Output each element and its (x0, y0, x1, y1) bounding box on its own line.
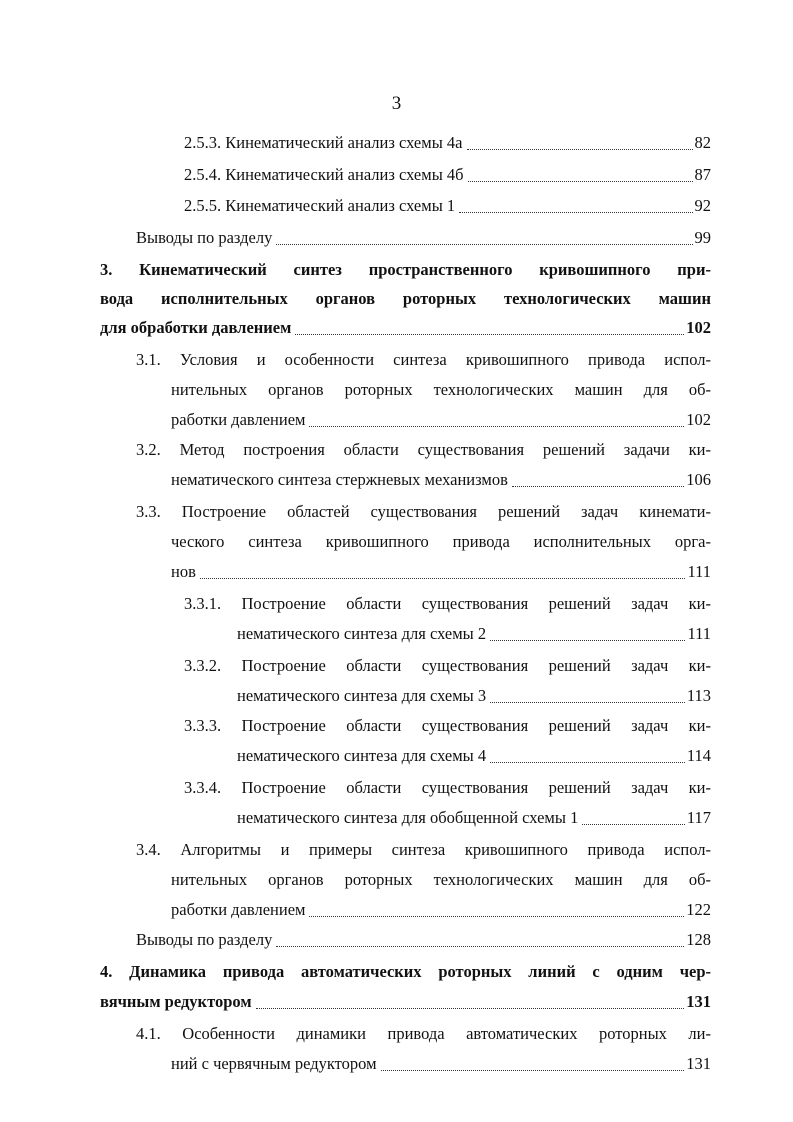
toc-entry-conclusions-3[interactable] (136, 928, 711, 952)
toc-entry-title: Выводы по разделу (136, 228, 273, 247)
toc-entry-3-3-4-line-2[interactable] (237, 806, 711, 830)
toc-entry-title: нематического синтеза стержневых механизмов (171, 470, 508, 489)
toc-entry-title: Выводы по разделу (136, 930, 273, 949)
toc-entry-3-2-line-1[interactable]: 3.2. Метод построения области существования решений задачи ки- (136, 440, 711, 459)
toc-entry-3-3-3-line-2[interactable] (237, 744, 711, 768)
toc-entry-2-5-3[interactable] (184, 131, 711, 155)
toc-entry-4-1-line-2[interactable] (171, 1052, 711, 1076)
toc-entry-page: 111 (687, 624, 711, 643)
toc-chapter-4-line-2[interactable] (100, 990, 711, 1014)
toc-entry-3-3-line-3[interactable] (171, 560, 711, 584)
toc-entry-title: вячным редуктором (100, 992, 252, 1011)
toc-entry-page: 122 (686, 900, 711, 919)
leader-dots (582, 823, 685, 825)
toc-entry-conclusions-2[interactable] (136, 226, 711, 250)
toc-entry-title: 2.5.4. Кинематический анализ схемы 4б (184, 165, 464, 184)
toc-entry-title: нематического синтеза для схемы 4 (237, 746, 487, 765)
toc-entry-3-3-2-line-1[interactable]: 3.3.2. Построение области существования решений задач ки- (184, 656, 711, 675)
toc-entry-page: 114 (686, 746, 711, 765)
toc-entry-title: 2.5.3. Кинематический анализ схемы 4а (184, 133, 463, 152)
page-number: 3 (391, 93, 402, 114)
leader-dots (490, 761, 685, 763)
toc-entry-page: 106 (686, 470, 711, 489)
toc-chapter-3-line-1[interactable]: 3. Кинематический синтез пространственного кривошипного при- (100, 260, 711, 279)
leader-dots (276, 243, 692, 245)
leader-dots (467, 148, 693, 150)
toc-entry-3-4-line-2[interactable]: нительных органов роторных технологических машин для об- (171, 870, 711, 889)
toc-entry-2-5-5[interactable] (184, 194, 711, 218)
toc-entry-3-1-line-3[interactable] (171, 408, 711, 432)
leader-dots (490, 639, 685, 641)
toc-entry-title: нематического синтеза для обобщенной схемы 1 (237, 808, 579, 827)
toc-entry-page: 128 (686, 930, 711, 949)
toc-entry-title: нематического синтеза для схемы 3 (237, 686, 487, 705)
leader-dots (468, 180, 693, 182)
toc-entry-3-3-3-line-1[interactable]: 3.3.3. Построение области существования решений задач ки- (184, 716, 711, 735)
leader-dots (200, 577, 686, 579)
toc-entry-title: нематического синтеза для схемы 2 (237, 624, 487, 643)
toc-entry-page: 82 (694, 133, 711, 152)
toc-entry-title: работки давлением (171, 900, 306, 919)
toc-entry-title: 2.5.5. Кинематический анализ схемы 1 (184, 196, 456, 215)
toc-entry-3-4-line-3[interactable] (171, 898, 711, 922)
toc-chapter-3-line-3[interactable] (100, 316, 711, 340)
toc-entry-3-1-line-1[interactable]: 3.1. Условия и особенности синтеза кривошипного привода испол- (136, 350, 711, 369)
toc-entry-3-3-line-1[interactable]: 3.3. Построение областей существования решений задач кинемати- (136, 502, 711, 521)
leader-dots (512, 485, 684, 487)
toc-entry-page: 117 (686, 808, 711, 827)
toc-entry-page: 102 (686, 410, 711, 429)
toc-entry-3-1-line-2[interactable]: нительных органов роторных технологических машин для об- (171, 380, 711, 399)
toc-entry-3-3-line-2[interactable]: ческого синтеза кривошипного привода исполнительных орга- (171, 532, 711, 551)
toc-entry-page: 92 (694, 196, 711, 215)
toc-entry-title: ний с червячным редуктором (171, 1054, 377, 1073)
toc-entry-title: для обработки давлением (100, 318, 292, 337)
leader-dots (276, 945, 684, 947)
toc-entry-title: работки давлением (171, 410, 306, 429)
toc-entry-3-3-1-line-2[interactable] (237, 622, 711, 646)
toc-entry-4-1-line-1[interactable]: 4.1. Особенности динамики привода автоматических роторных ли- (136, 1024, 711, 1043)
toc-entry-3-3-1-line-1[interactable]: 3.3.1. Построение области существования решений задач ки- (184, 594, 711, 613)
leader-dots (256, 1007, 685, 1009)
leader-dots (295, 333, 684, 335)
toc-chapter-3-line-2[interactable]: вода исполнительных органов роторных технологических машин (100, 289, 711, 308)
leader-dots (381, 1069, 685, 1071)
toc-entry-3-3-2-line-2[interactable] (237, 684, 711, 708)
toc-entry-title: нов (171, 562, 196, 581)
toc-entry-page: 113 (686, 686, 711, 705)
toc-entry-page: 102 (686, 318, 711, 337)
leader-dots (309, 425, 684, 427)
toc-entry-page: 99 (694, 228, 711, 247)
leader-dots (309, 915, 684, 917)
toc-entry-2-5-4[interactable] (184, 163, 711, 187)
leader-dots (459, 211, 692, 213)
toc-entry-page: 87 (694, 165, 711, 184)
leader-dots (490, 701, 685, 703)
toc-entry-3-4-line-1[interactable]: 3.4. Алгоритмы и примеры синтеза кривошипного привода испол- (136, 840, 711, 859)
toc-entry-page: 111 (687, 562, 711, 581)
toc-entry-3-3-4-line-1[interactable]: 3.3.4. Построение области существования решений задач ки- (184, 778, 711, 797)
toc-chapter-4-line-1[interactable]: 4. Динамика привода автоматических роторных линий с одним чер- (100, 962, 711, 981)
toc-entry-page: 131 (686, 992, 711, 1011)
toc-entry-page: 131 (686, 1054, 711, 1073)
toc-entry-3-2-line-2[interactable] (171, 468, 711, 492)
